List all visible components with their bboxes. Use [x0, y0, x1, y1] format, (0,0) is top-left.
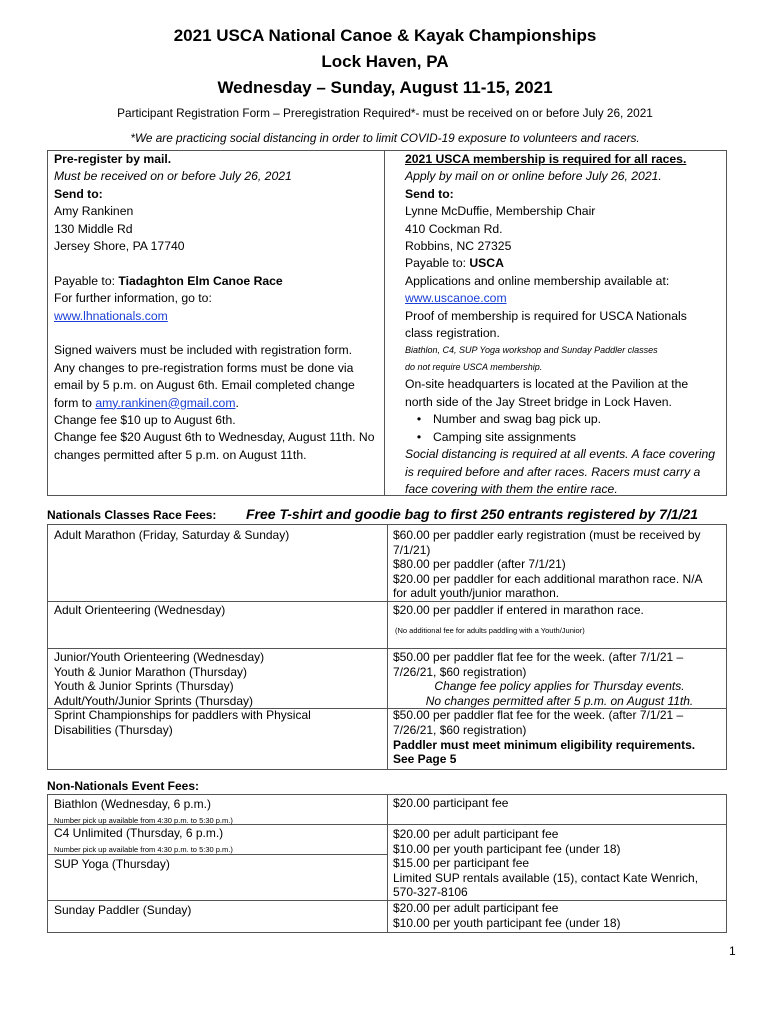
- membership-apps: Applications and online membership available at:: [405, 273, 670, 288]
- distancing-1: Social distancing is required at all events. A face covering: [405, 447, 716, 462]
- right-info-box: [405, 151, 727, 498]
- send-to-label: Send to:: [54, 186, 103, 201]
- membership-street: 410 Cockman Rd.: [405, 221, 503, 236]
- nat-row-line-1: [47, 601, 727, 602]
- page-subtitle: Participant Registration Form – Preregistration Required*- must be received on or before July 26, 2021: [117, 106, 653, 120]
- nationals-heading: Nationals Classes Race Fees:: [47, 508, 217, 522]
- waiver-line-2: Any changes to pre-registration forms must be done via: [54, 360, 354, 375]
- membership-payable: Payable to: USCA: [405, 256, 504, 271]
- adult-marathon-label: Adult Marathon (Friday, Saturday & Sunday): [54, 528, 290, 542]
- contact-name: Amy Rankinen: [54, 204, 134, 219]
- nat-row-line-2: [47, 648, 727, 649]
- waiver-line-7: changes permitted after 5 p.m. on August 11th.: [54, 447, 307, 462]
- membership-exempt-2: do not require USCA membership.: [405, 362, 543, 373]
- hq-bullet-1: • Number and swag bag pick up.: [405, 411, 727, 428]
- biathlon-label: Biathlon (Wednesday, 6 p.m.): [54, 797, 211, 811]
- sunday-paddler-fees: $20.00 per adult participant fee $10.00 per youth participant fee (under 18): [393, 901, 621, 930]
- distancing-2: is required before and after races. Racers must carry a: [405, 464, 701, 479]
- left-info-box: [54, 151, 384, 464]
- waiver-line-6: Change fee $20 August 6th to Wednesday, August 11th. No: [54, 430, 375, 445]
- nn-table-left: [47, 794, 48, 932]
- membership-heading: 2021 USCA membership is required for all races.: [405, 152, 687, 166]
- waiver-line-5: Change fee $10 up to August 6th.: [54, 413, 236, 428]
- hq-line-1: On-site headquarters is located at the Pavilion at the: [405, 377, 689, 392]
- youth-events-fees: $50.00 per paddler flat fee for the week. (after 7/1/21 – 7/26/21, $60 registration) Change fee policy applies for Thursday events. No changes permitted after 5 p.m. on August 11th. $50.00 per paddler flat fee for the week. (after 7/1/21 – 7/26/21, $60 registration) Paddler must meet minimum eligibility requirements. See Page 5: [393, 650, 696, 767]
- payable-line: Payable to: Tiadaghton Elm Canoe Race: [54, 273, 283, 288]
- page-title: 2021 USCA National Canoe & Kayak Championships: [173, 26, 597, 45]
- non-nationals-heading: Non-Nationals Event Fees:: [47, 779, 200, 793]
- membership-proof-1: Proof of membership is required for USCA Nationals: [405, 308, 687, 323]
- page-location: Lock Haven, PA: [321, 52, 449, 71]
- sup-yoga-label: SUP Yoga (Thursday): [54, 857, 170, 871]
- biathlon-fee: $20.00 participant fee: [393, 796, 509, 810]
- nn-table-divider: [387, 794, 388, 932]
- hq-line-2: north side of the Jay Street bridge in Lock Haven.: [405, 394, 672, 409]
- page-dates: Wednesday – Sunday, August 11-15, 2021: [217, 78, 553, 97]
- distancing-3: face covering with them the entire race.: [405, 481, 618, 496]
- preregister-deadline: Must be received on or before July 26, 2021: [54, 169, 292, 184]
- biathlon-note: Number pick up available from 4:30 p.m. to 5:30 p.m.): [54, 816, 233, 825]
- box-divider: [384, 150, 385, 495]
- adult-orienteering-label: Adult Orienteering (Wednesday): [54, 603, 226, 617]
- membership-contact-name: Lynne McDuffie, Membership Chair: [405, 204, 596, 219]
- further-info: For further information, go to:: [54, 291, 212, 306]
- email-link[interactable]: amy.rankinen@gmail.com: [95, 395, 236, 410]
- usca-website-link[interactable]: www.uscanoe.com: [405, 291, 507, 306]
- membership-city: Robbins, NC 27325: [405, 239, 512, 254]
- nat-table-right: [726, 524, 727, 769]
- adult-orienteering-note: (No additional fee for adults paddling with a Youth/Junior): [395, 626, 585, 635]
- c4-label: C4 Unlimited (Thursday, 6 p.m.): [54, 826, 224, 840]
- membership-exempt-1: Biathlon, C4, SUP Yoga workshop and Sunday Paddler classes: [405, 345, 658, 356]
- covid-note: *We are practicing social distancing in order to limit COVID-19 exposure to volunteers and racers.: [130, 131, 640, 145]
- page-number: 1: [729, 944, 736, 958]
- hq-bullet-2: • Camping site assignments: [405, 429, 727, 446]
- adult-marathon-fees: $60.00 per paddler early registration (must be received by 7/1/21) $80.00 per paddler (after 7/1/21) $20.00 per paddler for each additional marathon race. N/A for adult youth/junior marathon.: [393, 528, 703, 601]
- preregister-heading: Pre-register by mail.: [54, 152, 172, 166]
- contact-city: Jersey Shore, PA 17740: [54, 239, 185, 254]
- contact-street: 130 Middle Rd: [54, 221, 133, 236]
- nn-table-bottom: [47, 932, 727, 933]
- c4-fees: $20.00 per adult participant fee $10.00 per youth participant fee (under 18) $15.00 per participant fee Limited SUP rentals available (15), contact Kate Wenrich, 570-327-8106: [393, 827, 699, 900]
- membership-send-to: Send to:: [405, 186, 454, 201]
- nat-table-bottom: [47, 769, 727, 770]
- adult-orienteering-fee: $20.00 per paddler if entered in marathon race.: [393, 603, 644, 617]
- nn-table-right: [726, 794, 727, 932]
- waiver-line-3: email by 5 p.m. on August 6th. Email completed change: [54, 378, 355, 393]
- box-left-border: [47, 150, 48, 495]
- bullet-icon: •: [416, 412, 422, 427]
- bullet-icon: •: [416, 429, 422, 444]
- youth-events-list: Junior/Youth Orienteering (Wednesday) Youth & Junior Marathon (Thursday) Youth & Junior Sprints (Thursday) Adult/Youth/Junior Sprints (Thursday) Sprint Championships for paddlers with Physical Disabilities (Thursday): [54, 650, 311, 737]
- nat-table-divider: [387, 524, 388, 769]
- membership-proof-2: class registration.: [405, 326, 500, 341]
- membership-apply: Apply by mail on or online before July 26, 2021.: [405, 169, 662, 184]
- c4-note: Number pick up available from 4:30 p.m. to 5:30 p.m.): [54, 845, 233, 854]
- nationals-website-link[interactable]: www.lhnationals.com: [54, 308, 168, 323]
- promo-text: Free T-shirt and goodie bag to first 250 entrants registered by 7/1/21: [246, 506, 699, 522]
- waiver-line-1: Signed waivers must be included with registration form.: [54, 343, 353, 358]
- sunday-paddler-label: Sunday Paddler (Sunday): [54, 903, 192, 917]
- waiver-line-4: form to amy.rankinen@gmail.com.: [54, 395, 239, 410]
- nat-table-left: [47, 524, 48, 769]
